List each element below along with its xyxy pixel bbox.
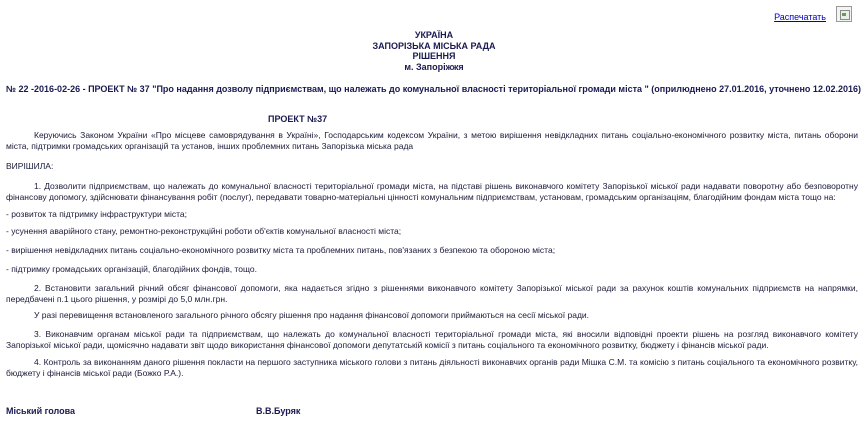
bullet-infrastructure: - розвиток та підтримку інфраструктури міста; [6,209,188,219]
resolved-heading: ВИРІШИЛА: [6,161,54,171]
print-link[interactable]: Распечатать [774,12,826,22]
bullet-emergency-repairs: - усунення аварійного стану, ремонтно-реконструкційні роботи об'єктів комунальної власності міста; [6,226,402,236]
bullet-public-organizations: - підтримку громадських організацій, благодійних фондів, тощо. [6,264,257,274]
item-4-paragraph: 4. Контроль за виконанням даного рішення покласти на першого заступника міського голови з питань діяльності виконавчих органів ради Мішка С.М. та комісію з питань соціального та економічного розвитку, бюджету і фінансів міської ради (Божко Р.А.). [6,357,858,378]
item-3-paragraph: 3. Виконавчим органам міської ради та підприємствам, що належать до комунальної власності територіальної громади міста, які вносили відповідні проекти рішень на розгляд виконавчого комітету Запорізької міської ради, щомісячно надавати звіт щодо використання фінансової допомоги депутатській комісії з питань соціального та економічного розвитку, бюджету і фінансів міської ради. [6,329,858,350]
item-2-paragraph: 2. Встановити загальний річний обсяг фінансової допомоги, яка надається згідно з рішеннями виконавчого комітету Запорізької міської ради за рахунок коштів комунальних підприємств на напрямки, передбачені п.1 цього рішення, у розмірі до 5,0 млн.грн. [6,283,858,304]
bullet-urgent-issues: - вирішення невідкладних питань соціально-економічного розвитку міста та проблемних питань, пов'язаних з безпекою та обороною міста; [6,245,556,255]
preamble-paragraph: Керуючись Законом України «Про місцеве самоврядування в Україні», Господарським кодексом України, з метою вирішення невідкладних питань соціально-економічного розвитку міста, питань оборони міста, підтримки громадських організацій та установ, інших проблемних питань Запорізька міська рада [6,130,858,151]
project-label: ПРОЕКТ №37 [268,114,328,124]
signature-position: Міський голова [6,406,76,416]
header-country: УКРАЇНА [414,30,454,40]
item-1-paragraph: 1. Дозволити підприємствам, що належать до комунальної власності територіальної громади міста, на підставі рішень виконавчого комітету Запорізької міської ради надавати поворотну або безповоротну фінансову допомогу, здійснювати фінансування робіт (послуг), передавати товарно-матеріальні цінності комунальним підприємствам, установам, громадським організаціям, благодійним фондам міста тощо на: [6,181,858,202]
header-doc-type: РІШЕННЯ [412,51,456,61]
signature-name: В.В.Буряк [256,406,301,416]
item-2-note: У разі перевищення встановленого загального річного обсягу рішення про надання фінансової допомоги приймаються на сесії міської ради. [34,310,590,320]
header-council: ЗАПОРІЗЬКА МІСЬКА РАДА [372,40,496,51]
document-header [0,30,868,72]
print-icon[interactable] [836,6,852,22]
header-city: м. Запоріжжя [404,61,464,72]
document-title: № 22 -2016-02-26 - ПРОЕКТ № 37 "Про надання дозволу підприємствам, що належать до комунальної власності територіальної громади міста " (оприлюднено 27.01.2016, уточнено 12.02.2016) [6,84,861,94]
